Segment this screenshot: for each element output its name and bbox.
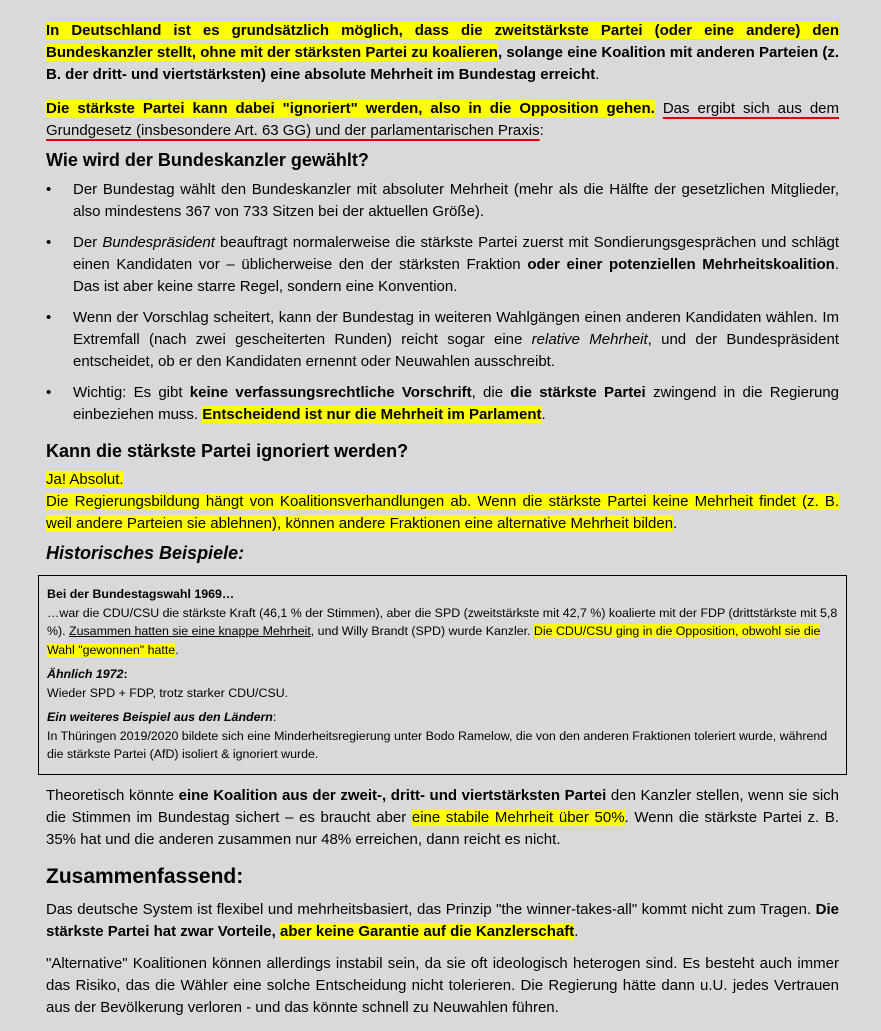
theoretisch-paragraph [46, 785, 839, 851]
bullet-item [46, 232, 839, 298]
example-1969-text [47, 604, 840, 660]
bullet-4-bold-2: die stärkste Partei [510, 384, 646, 401]
bullet-2-text-c: . Das ist aber keine starre Regel, sondern eine Konvention. [73, 256, 839, 295]
theo-highlight: eine stabile Mehrheit über 50% [411, 808, 625, 826]
ja-line-1: Ja! Absolut. [46, 471, 124, 488]
example-laender-colon: : [272, 710, 277, 724]
intro-bold-rest: , solange eine Koalition mit anderen Parteien (z. B. der dritt- und viertstärksten) eine absolute Mehrheit im Bundestag erreicht [46, 44, 840, 83]
bullet-dot: • [46, 181, 52, 198]
document-page [46, 20, 839, 1019]
ja-paragraph [46, 469, 839, 535]
grundgesetz-underlined: Das ergibt sich aus dem Grundgesetz (insbesondere Art. 63 GG) und der parlamentarischen Praxis [46, 100, 839, 139]
example-1972-text: Wieder SPD + FDP, trotz starker CDU/CSU. [47, 685, 289, 700]
bullet-2-text: Der [73, 234, 103, 251]
bullet-4-bold-1: keine verfassungsrechtliche Vorschrift [189, 384, 472, 401]
example-1969-highlight: Die CDU/CSU ging in die Opposition, obwohl sie die Wahl "gewonnen" hatte [47, 624, 821, 657]
bullet-2-bold: oder einer potenziellen Mehrheitskoalition [527, 256, 835, 273]
example-1969-end: . [175, 642, 179, 657]
opposition-highlight: Die stärkste Partei kann dabei "ignoriert" werden, also in die Opposition gehen. [46, 100, 655, 117]
bullet-3-text-b: , und der Bundespräsident entscheidet, ob er den Kandidaten ernennt oder Neuwahlen ausschreibt. [73, 331, 839, 370]
intro-end: . [595, 66, 600, 83]
bullet-4-text: Wichtig: Es gibt [73, 384, 190, 401]
ja-line-2: Die Regierungsbildung hängt von Koalitionsverhandlungen ab. Wenn die stärkste Partei keine Mehrheit findet (z. B. weil andere Parteien sie ablehnen), können andere Fraktionen eine alternative Mehrheit bilden [46, 493, 839, 532]
example-1972-title-text: Ähnlich 1972 [47, 667, 124, 681]
example-1969-text-a: …war die CDU/CSU die stärkste Kraft (46,1 % der Stimmen), aber die SPD (zweitstärkste mit 42,7 %) koalierte mit der FDP (drittstärkste mit 5,8 %). [47, 605, 838, 638]
bullet-4-end: . [541, 406, 546, 423]
summary-1-text: Das deutsche System ist flexibel und mehrheitsbasiert, das Prinzip "the winner-takes-all" kommt nicht zum Tragen. [46, 900, 816, 918]
example-1972-title [47, 665, 840, 684]
bullet-dot: • [46, 384, 52, 401]
heading-zusammenfassend: Zusammenfassend: [46, 864, 244, 888]
example-1969-title: Bei der Bundestagswahl 1969… [47, 587, 235, 601]
bullet-item [46, 382, 839, 426]
bullet-dot: • [46, 234, 52, 251]
heading-wahl: Wie wird der Bundeskanzler gewählt? [46, 150, 369, 170]
summary-1-bold: Die stärkste Partei hat zwar Vorteile, [46, 900, 839, 940]
bullet-2-text-b: beauftragt normalerweise die stärkste Partei zuerst mit Sondierungsgesprächen und schlägt einen Kandidaten vor – üblicherweise den der stärksten Fraktion [73, 234, 840, 273]
bullet-dot: • [46, 309, 52, 326]
theo-text-a: Theoretisch könnte [46, 786, 179, 804]
intro-paragraph [46, 20, 839, 86]
summary-paragraph-2: "Alternative" Koalitionen können allerdings instabil sein, da sie oft ideologisch heterogen sind. Es besteht auch immer das Risiko, das die Wähler eine solche Entscheidung nicht tolerieren. Die Regierung hätte dann u.U. jedes Vertrauen aus der Bevölkerung verloren - und das könnte schnell zu Neuwahlen führen. [46, 954, 839, 1016]
bullet-item [46, 307, 839, 373]
bullet-4-highlight: Entscheidend ist nur die Mehrheit im Parlament [202, 406, 542, 423]
bullet-list [46, 179, 839, 426]
opposition-paragraph [46, 98, 839, 142]
summary-paragraph-1 [46, 899, 839, 943]
examples-box [38, 575, 847, 775]
theo-text-b: den Kanzler stellen, wenn sie sich die Stimmen im Bundestag sichert – es braucht aber [46, 786, 839, 826]
heading-historisch: Historisches Beispiele: [46, 543, 245, 563]
example-1969-underlined: Zusammen hatten sie eine knappe Mehrheit [69, 624, 311, 638]
bullet-2-italic: Bundespräsident [102, 234, 215, 251]
theo-bold: eine Koalition aus der zweit-, dritt- und viertstärksten Partei [178, 786, 607, 804]
example-1969-text-b: , und Willy Brandt (SPD) wurde Kanzler. [310, 624, 534, 638]
bullet-4-text-c: zwingend in die Regierung einbeziehen muss. [73, 384, 839, 423]
example-laender-text: In Thüringen 2019/2020 bildete sich eine Minderheitsregierung unter Bodo Ramelow, die von den anderen Fraktionen toleriert wurde, während die stärkste Partei (AfD) isoliert & ignoriert wurde. [47, 728, 828, 761]
example-laender-title [47, 708, 840, 727]
bullet-3-text: Wenn der Vorschlag scheitert, kann der Bundestag in weiteren Wahlgängen einen anderen Kandidaten wählen. Im Extremfall (nach zwei gescheiterten Runden) reicht sogar eine [73, 309, 839, 348]
bullet-item [46, 179, 839, 223]
intro-highlight: In Deutschland ist es grundsätzlich möglich, dass die zweitstärkste Partei (oder eine andere) den Bundeskanzler stellt, ohne mit der stärksten Partei zu koalieren [46, 22, 839, 61]
example-1972-colon: : [123, 667, 128, 681]
summary-1-end: . [574, 922, 579, 940]
bullet-3-italic: relative Mehrheit [531, 331, 648, 348]
heading-ignoriert: Kann die stärkste Partei ignoriert werden? [46, 441, 409, 461]
theo-text-c: . Wenn die stärkste Partei z. B. 35% hat und die anderen zusammen nur 48% erreichen, dann reicht es nicht. [46, 808, 839, 848]
opposition-end: : [539, 122, 544, 139]
ja-end: . [673, 515, 678, 532]
summary-1-highlight: aber keine Garantie auf die Kanzlerschaft [280, 922, 575, 940]
bullet-1-text: Der Bundestag wählt den Bundeskanzler mit absoluter Mehrheit (mehr als die Hälfte der gesetzlichen Mitglieder, also mindestens 367 von 733 Sitzen bei der aktuellen Größe). [73, 181, 839, 220]
example-laender-title-text: Ein weiteres Beispiel aus den Ländern [47, 710, 273, 724]
bullet-4-text-b: , die [471, 384, 511, 401]
